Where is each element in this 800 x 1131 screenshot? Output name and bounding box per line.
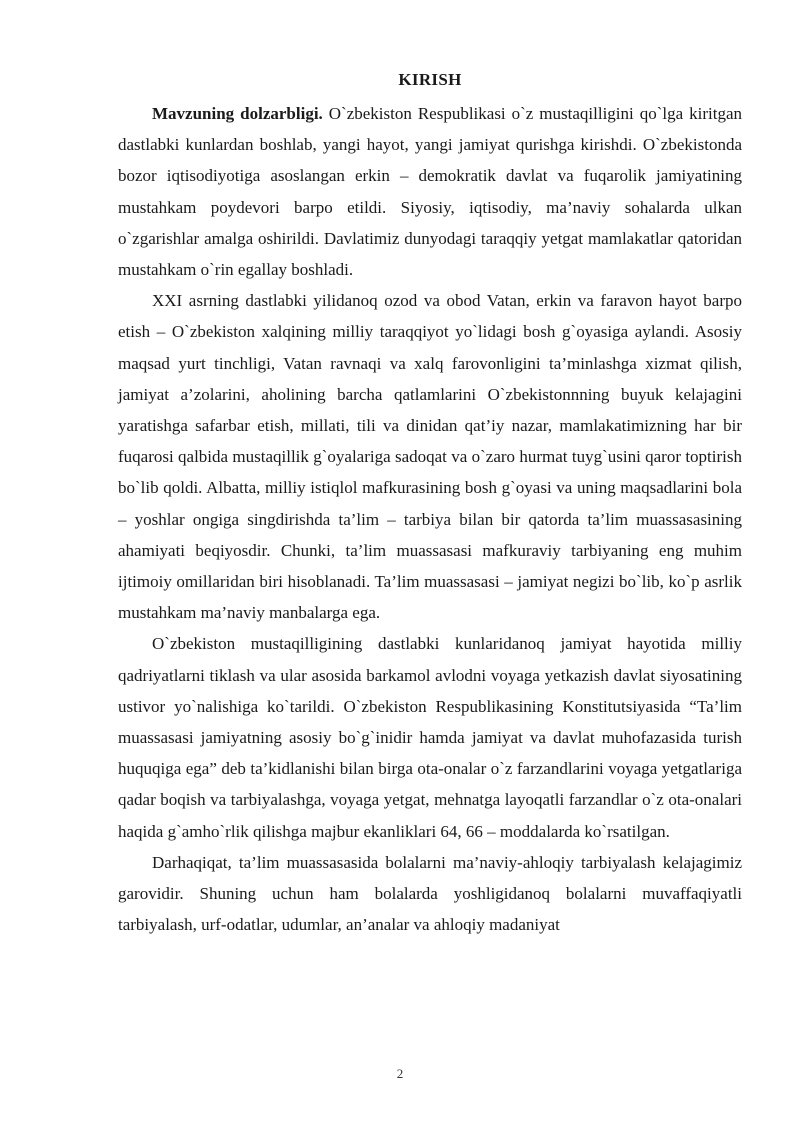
page-number: 2 — [396, 1066, 404, 1081]
paragraph-text: Darhaqiqat, ta’lim muassasasida bolalarni ma’naviy-ahloqiy tarbiyalash kelajagimiz garovidir. Shuning uchun ham bolalarda yoshligidanoq bolalarni muvaffaqiyatli tarbiyalash, urf-odatlar, udumlar, an’analar va ahloqiy madaniyat — [118, 852, 742, 935]
paragraph-4 — [118, 847, 742, 941]
paragraph-1 — [118, 98, 742, 285]
paragraph-text: O`zbekiston mustaqilligining dastlabki kunlaridanoq jamiyat hayotida milliy qadriyatlarni tiklash va ular asosida barkamol avlodni voyaga yetkazish davlat siyosatining ustivor yo`nalishiga ko`tarildi. O`zbekiston Respublikasining Konstitutsiyasida “Ta’lim muassasasi jamiyatning asosiy bo`g`inidir hamda jamiyat va davlat muhofazasida turish huquqiga ega” deb ta’kidlanishi bilan birga ota-onalar o`z farzandlarini voyaga yetgatlariga qadar boqish va tarbiyalashga, voyaga yetgat, mehnatga layoqatli farzandlar o`z ota-onalari haqida g`amho`rlik qilishga majbur ekanliklari 64, 66 – moddalarda ko`rsatilgan. — [118, 634, 742, 841]
section-heading: KIRISH — [398, 70, 462, 89]
document-page — [118, 68, 742, 940]
paragraph-text: O`zbekiston Respublikasi o`z mustaqilligini qo`lga kiritgan dastlabki kunlardan boshlab, yangi hayot, yangi jamiyat qurishga kirishdi. O`zbekistonda bozor iqtisodiyotiga asoslangan erkin – demokratik davlat va fuqarolik jamiyatining mustahkam poydevori barpo etildi. Siyosiy, iqtisodiy, ma’naviy sohalarda ulkan o`zgarishlar amalga oshirildi. Davlatimiz dunyodagi taraqqiy yetgat mamlakatlar qatoridan mustahkam o`rin egallay boshladi. — [118, 104, 742, 280]
paragraph-text: XXI asrning dastlabki yilidanoq ozod va obod Vatan, erkin va faravon hayot barpo etish – O`zbekiston xalqining milliy taraqqiyot yo`lidagi bosh g`oyasiga aylandi. Asosiy maqsad yurt tinchligi, Vatan ravnaqi va xalq farovonligini ta’minlashga xizmat qilish, jamiyat a’zolarini, aholining barcha qatlamlarini O`zbekistonnning buyuk kelajagini yaratishga safarbar etish, millati, tili va dinidan qat’iy nazar, mamlakatimizning har bir fuqarosi qalbida mustaqillik g`oyalariga sadoqat va o`zaro hurmat tuyg`usini qaror toptirish bo`lib qoldi. Albatta, milliy istiqlol mafkurasining bosh g`oyasi va uning maqsadlarini bola – yoshlar ongiga singdirishda ta’lim – tarbiya bilan bir qatorda ta’lim muassasasining ahamiyati beqiyosdir. Chunki, ta’lim muassasasi mafkuraviy tarbiyaning eng muhim ijtimoiy omillaridan biri hisoblanadi. Ta’lim muassasasi – jamiyat negizi bo`lib, ko`p asrlik mustahkam ma’naviy manbalarga ega. — [118, 291, 742, 623]
paragraph-3 — [118, 628, 742, 846]
paragraph-2 — [118, 285, 742, 628]
paragraph-lead: Mavzuning dolzarbligi. — [152, 104, 323, 123]
